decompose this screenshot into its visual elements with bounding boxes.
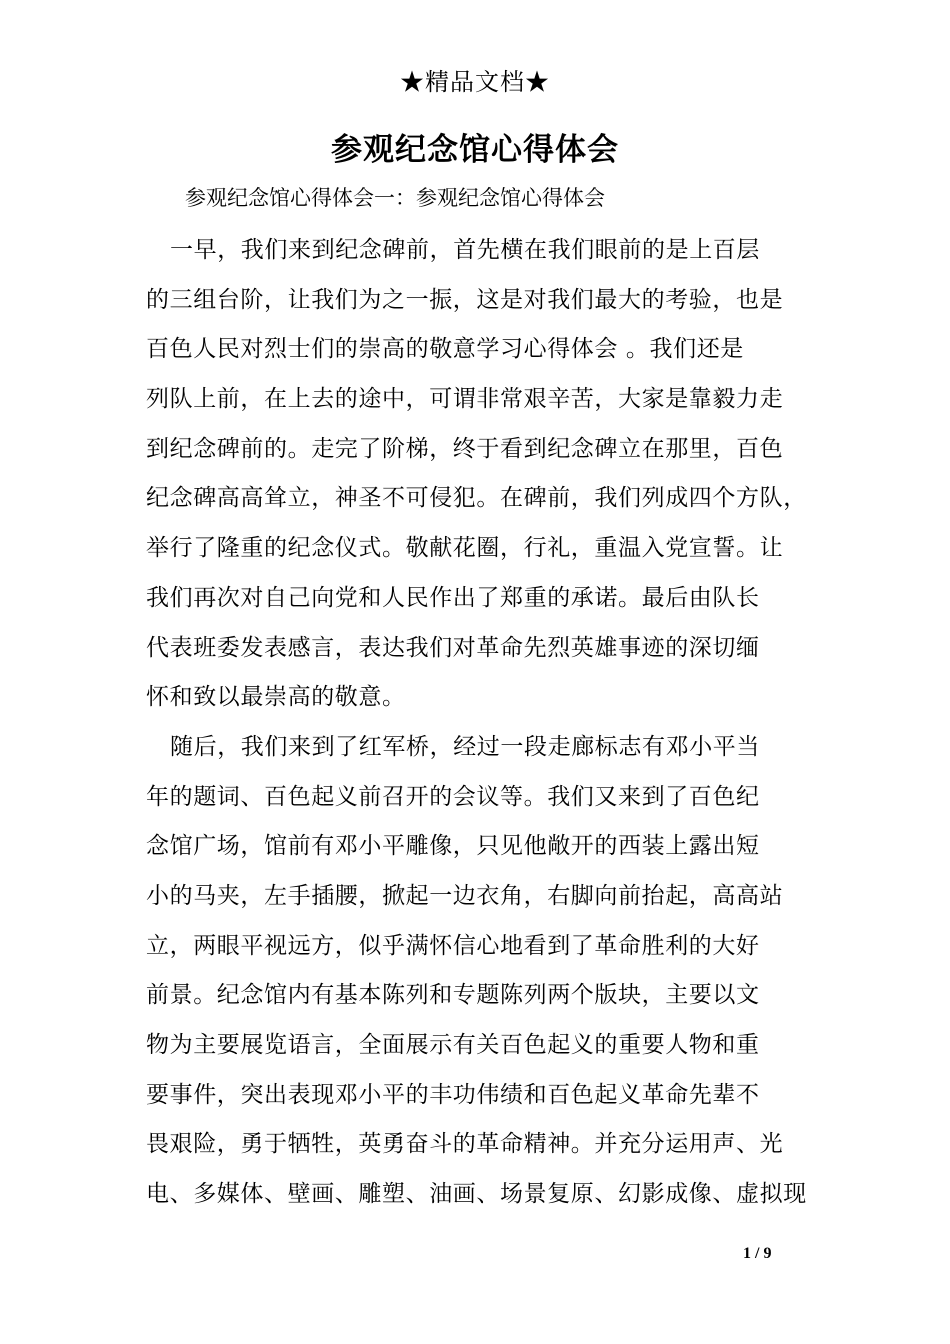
- text-line: 我们再次对自己向党和人民作出了郑重的承诺。最后由队长: [146, 584, 760, 611]
- text-line: 纪念碑高高耸立，神圣不可侵犯。在碑前，我们列成四个方队，: [146, 485, 807, 512]
- text-line: 代表班委发表感言，表达我们对革命先烈英雄事迹的深切缅: [146, 634, 760, 661]
- document-title: 参观纪念馆心得体会: [331, 132, 619, 168]
- text-line: 随后，我们来到了红军桥，经过一段走廊标志有邓小平当: [170, 733, 760, 760]
- text-line: 到纪念碑前的。走完了阶梯，终于看到纪念碑立在那里，百色: [146, 435, 784, 462]
- text-line: 立，两眼平视远方，似乎满怀信心地看到了革命胜利的大好: [146, 932, 760, 959]
- text-line: 怀和致以最崇高的敬意。: [146, 684, 406, 711]
- text-line: 前景。纪念馆内有基本陈列和专题陈列两个版块，主要以文: [146, 982, 760, 1009]
- document-header: ★精品文档★: [400, 68, 550, 96]
- text-line: 电、多媒体、壁画、雕塑、油画、场景复原、幻影成像、虚拟现: [146, 1181, 807, 1208]
- text-line: 畏艰险，勇于牺牲，英勇奋斗的革命精神。并充分运用声、光: [146, 1131, 784, 1158]
- text-line: 百色人民对烈士们的崇高的敬意学习心得体会 。我们还是: [146, 336, 744, 363]
- text-line: 举行了隆重的纪念仪式。敬献花圈，行礼，重温入党宣誓。让: [146, 535, 784, 562]
- page-number: 1 / 9: [743, 1245, 772, 1262]
- text-line: 要事件，突出表现邓小平的丰功伟绩和百色起义革命先辈不: [146, 1081, 760, 1108]
- text-line: 物为主要展览语言，全面展示有关百色起义的重要人物和重: [146, 1032, 760, 1058]
- text-line: 年的题词、百色起义前召开的会议等。我们又来到了百色纪: [146, 783, 760, 810]
- text-line: 小的马夹，左手插腰，掀起一边衣角，右脚向前抬起，高高站: [146, 882, 784, 909]
- text-line: 列队上前，在上去的途中，可谓非常艰辛苦，大家是靠毅力走: [146, 386, 784, 413]
- document-subtitle: 参观纪念馆心得体会一：参观纪念馆心得体会: [185, 186, 605, 210]
- text-line: 一早，我们来到纪念碑前，首先横在我们眼前的是上百层: [170, 237, 760, 263]
- document-body: [146, 232, 826, 1226]
- text-line: 的三组台阶，让我们为之一振，这是对我们最大的考验，也是: [146, 286, 784, 313]
- text-line: 念馆广场，馆前有邓小平雕像，只见他敞开的西装上露出短: [146, 833, 760, 860]
